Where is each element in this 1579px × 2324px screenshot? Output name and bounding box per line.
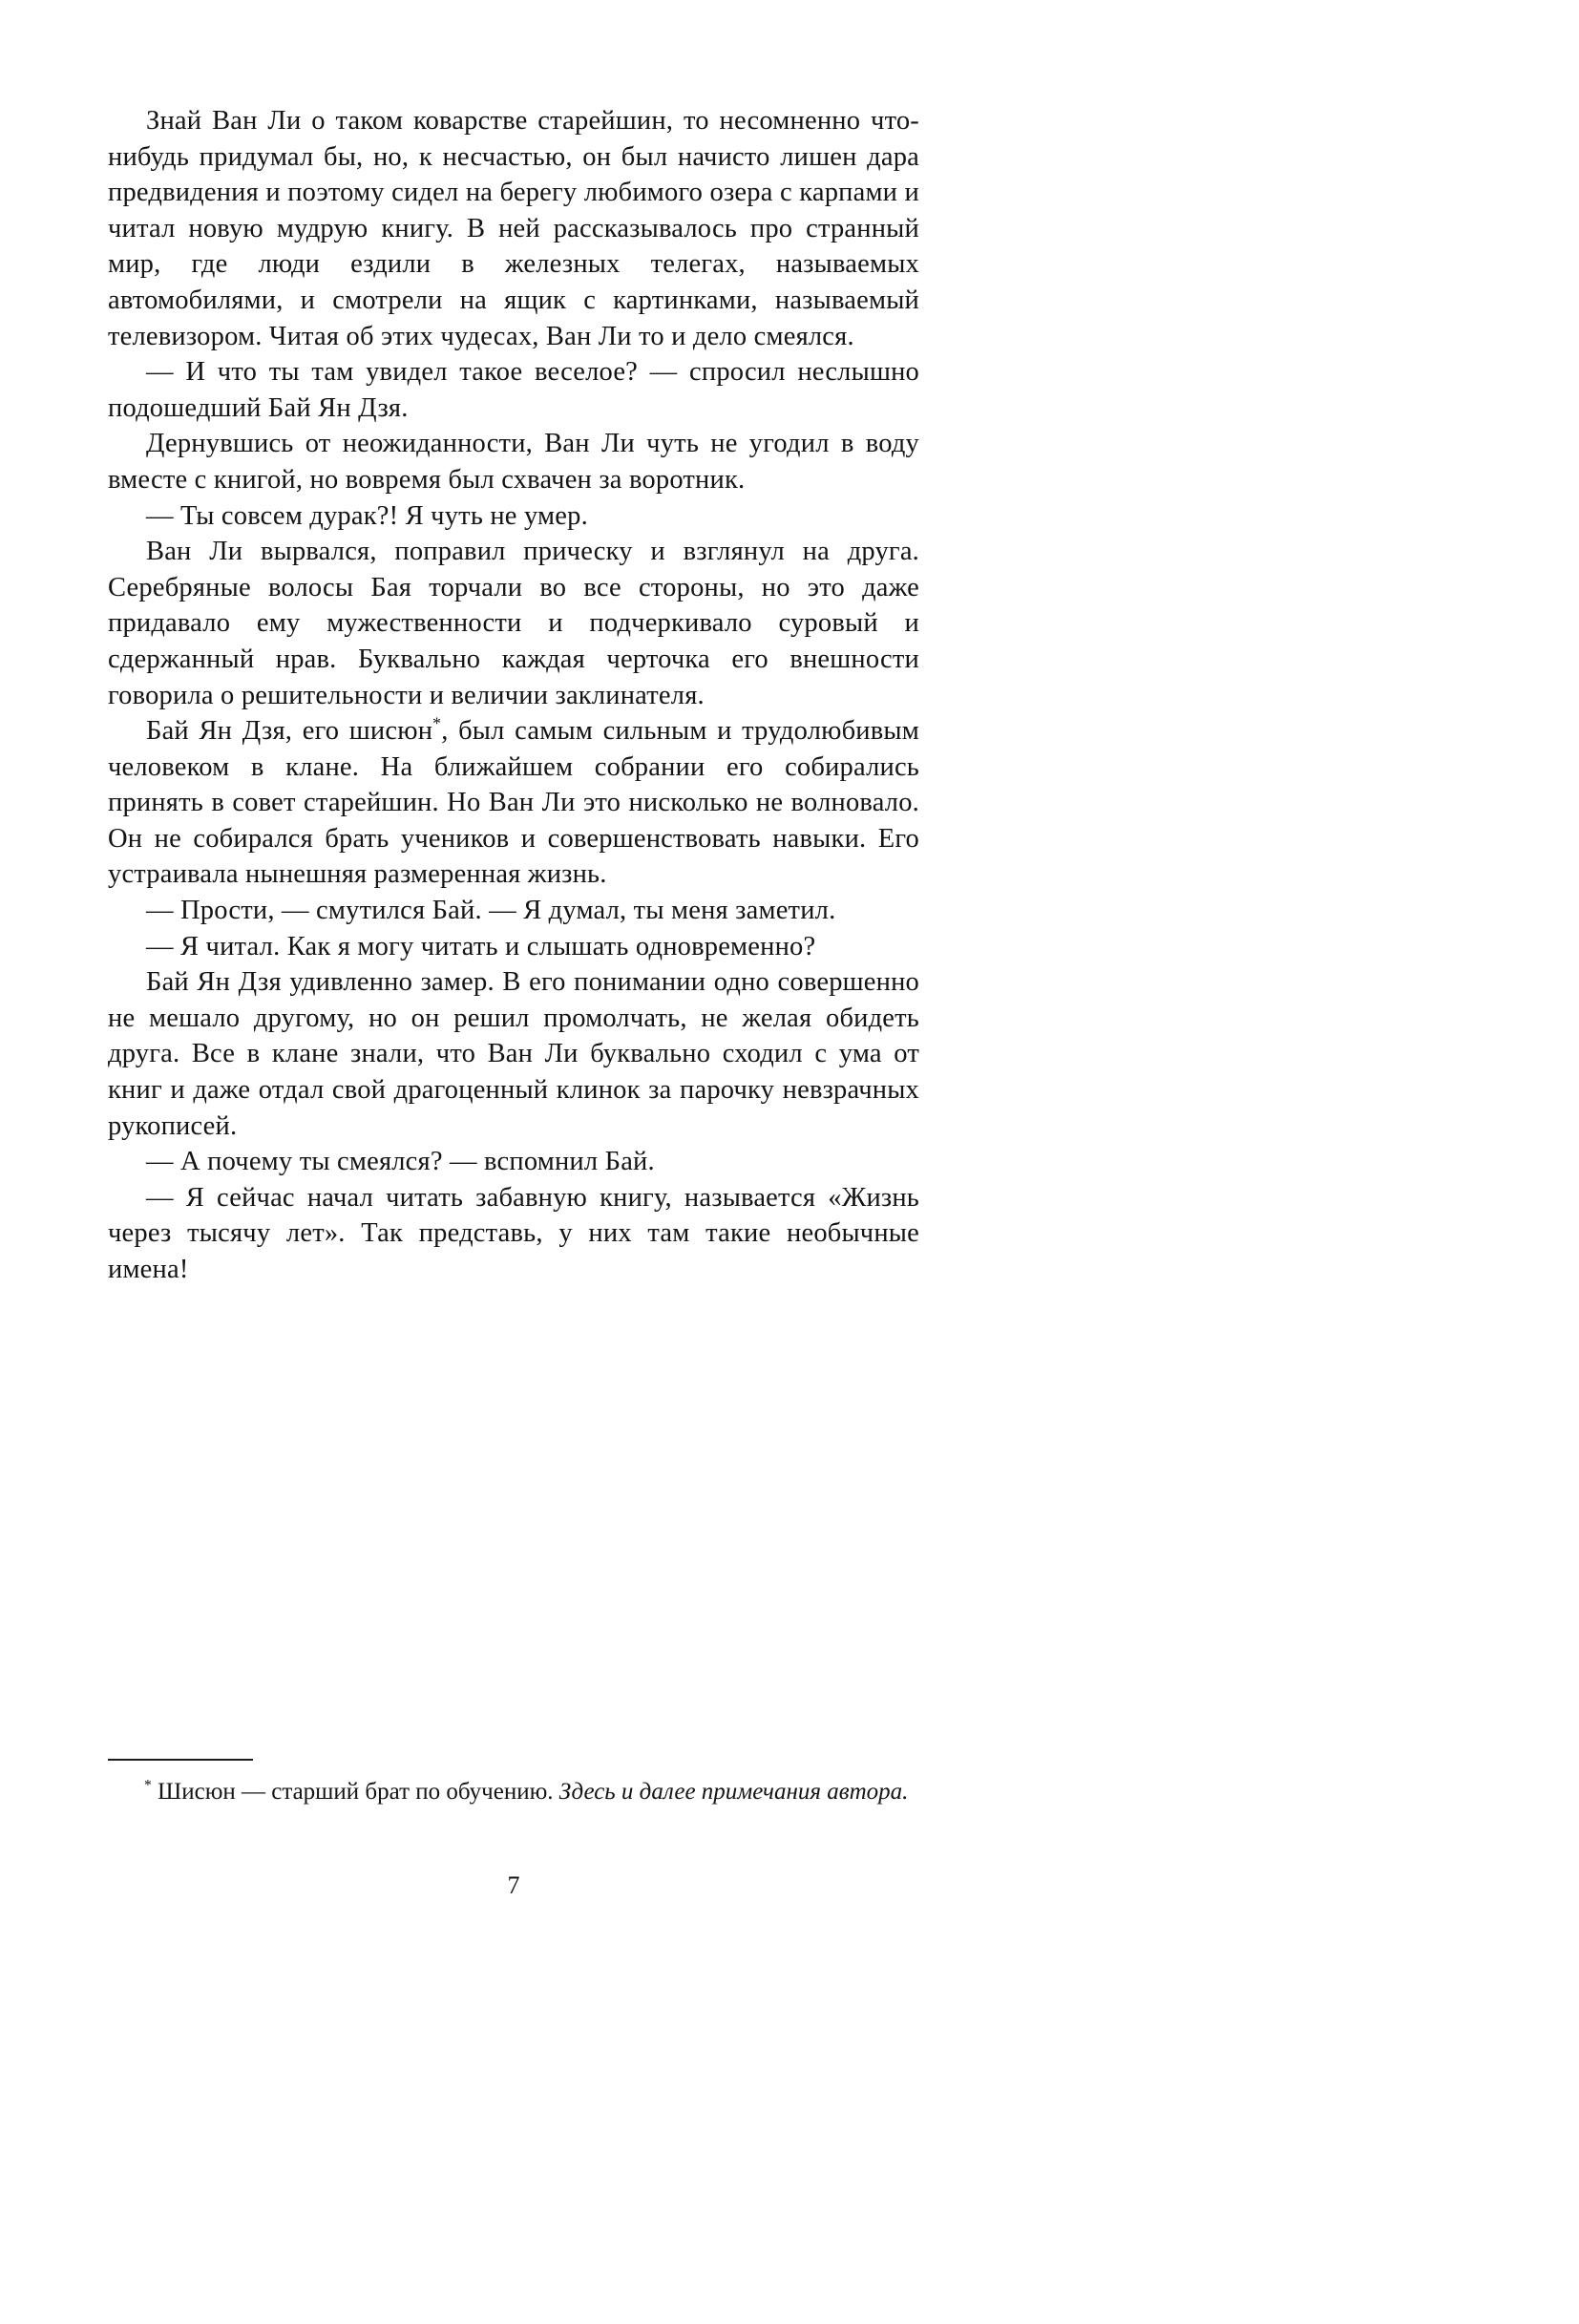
dialogue-paragraph: — Я читал. Как я могу читать и слышать одновременно? — [146, 931, 816, 961]
footnote-block — [108, 1759, 919, 1807]
footnote-marker: * — [144, 1777, 152, 1794]
narrative-paragraph: Бай Ян Дзя удивленно замер. В его понимании одно совершенно не мешало другому, но он решил промолчать, не желая обидеть друга. Все в клане знали, что Ван Ли буквально сходил с ума от книг и даже отдал свой драгоценный клинок за парочку невзрачных рукописей. — [108, 967, 919, 1141]
body-text — [108, 103, 919, 1288]
page-number: 7 — [507, 1871, 520, 1899]
paragraph-text: , был самым сильным и трудолюбивым человеком в клане. На ближайшем собрании его собирались принять в совет старейшин. Но Ван Ли это нисколько не волновало. Он не собирался брать учеников и совершенствовать навыки. Его устраивала нынешняя размеренная жизнь. — [108, 716, 919, 890]
footnote-reference-marker: * — [432, 713, 442, 733]
dialogue-paragraph: — А почему ты смеялся? — вспомнил Бай. — [146, 1147, 655, 1177]
dialogue-paragraph: — И что ты там увидел такое веселое? — спросил неслышно подошедший Бай Ян Дзя. — [108, 357, 919, 423]
footnote-divider — [108, 1759, 253, 1761]
narrative-paragraph: Ван Ли вырвался, поправил прическу и взглянул на друга. Серебряные волосы Бая торчали во все стороны, но это даже придавало ему мужественности и подчеркивало суровый и сдержанный нрав. Буквально каждая черточка его внешности говорила о решительности и величии заклинателя. — [108, 537, 919, 710]
narrative-paragraph: Знай Ван Ли о таком коварстве старейшин, то несомненно что-нибудь придумал бы, но, к несчастью, он был начисто лишен дара предвидения и поэтому сидел на берегу любимого озера с карпами и читал новую мудрую книгу. В ней рассказывалось про странный мир, где люди ездили в железных телегах, называемых автомобилями, и смотрели на ящик с картинками, называемый телевизором. Читая об этих чудесах, Ван Ли то и дело смеялся. — [108, 106, 919, 351]
narrative-paragraph-with-footnote — [108, 713, 919, 893]
dialogue-paragraph: — Я сейчас начал читать забавную книгу, называется «Жизнь через тысячу лет». Так представь, у них там такие необычные имена! — [108, 1182, 919, 1284]
dialogue-paragraph: — Прости, — смутился Бай. — Я думал, ты меня заметил. — [146, 896, 836, 926]
narrative-paragraph: Дернувшись от неожиданности, Ван Ли чуть не угодил в воду вместе с книгой, но вовремя был схвачен за воротник. — [108, 429, 919, 495]
paragraph-text: Бай Ян Дзя, его шисюн — [146, 716, 433, 747]
dialogue-paragraph: — Ты совсем дурак?! Я чуть не умер. — [146, 500, 588, 531]
footnote-definition: Шисюн — старший брат по обучению. — [151, 1779, 559, 1805]
footnote-author-note: Здесь и далее примечания автора. — [558, 1779, 909, 1805]
footnote-text — [108, 1776, 919, 1807]
